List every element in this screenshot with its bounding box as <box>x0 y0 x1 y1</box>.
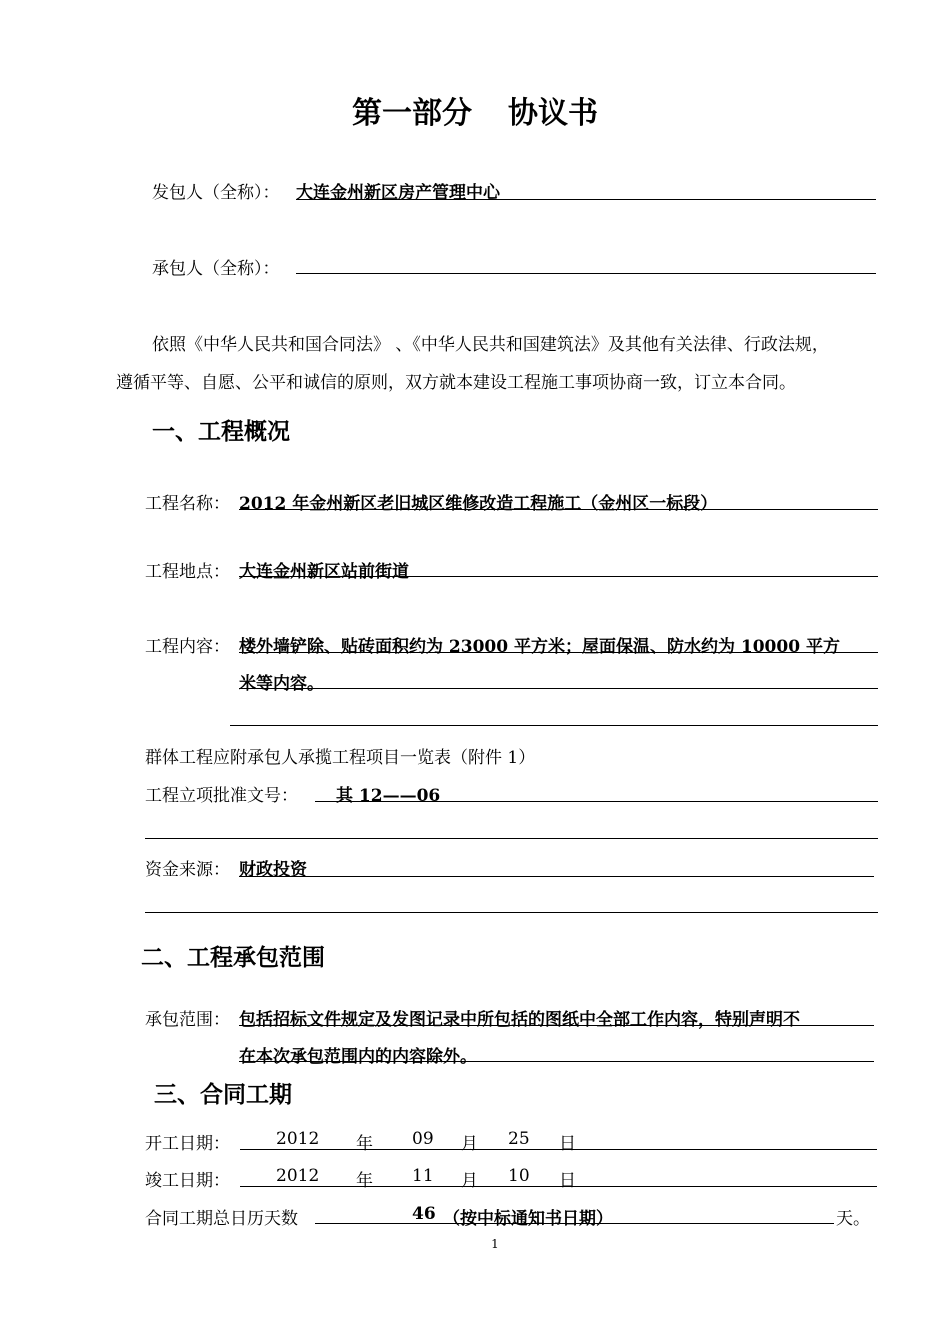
project-location-label: 工程地点： <box>145 562 230 582</box>
end-day: 10 <box>508 1166 530 1186</box>
total-days-value: 46 <box>412 1204 436 1224</box>
end-date-label: 竣工日期： <box>145 1171 230 1191</box>
page-title <box>0 88 950 132</box>
scope-line2: 在本次承包范围内的内容除外。 <box>239 1047 477 1067</box>
employer-underline <box>296 199 876 200</box>
scope-underline-2 <box>239 1061 874 1062</box>
start-date-label: 开工日期： <box>145 1134 230 1154</box>
contractor-underline <box>296 273 876 274</box>
total-days-label: 合同工期总日历天数 <box>145 1209 298 1229</box>
approval-label: 工程立项批准文号： <box>145 786 298 806</box>
start-month: 09 <box>412 1129 434 1149</box>
end-year-unit: 年 <box>356 1171 373 1191</box>
approval-underline <box>315 801 878 802</box>
project-location-underline <box>239 576 878 577</box>
start-year: 2012 <box>276 1129 320 1149</box>
end-day-unit: 日 <box>559 1171 576 1191</box>
funding-blank-line <box>145 912 878 913</box>
funding-label: 资金来源： <box>145 860 230 880</box>
start-year-unit: 年 <box>356 1134 373 1154</box>
title-part: 第一部分 <box>352 96 472 131</box>
funding-value: 财政投资 <box>239 860 307 880</box>
total-days-unit: 天。 <box>836 1209 870 1229</box>
project-content-underline-2 <box>239 688 878 689</box>
scope-underline-1 <box>239 1025 874 1026</box>
approval-blank-line <box>145 838 878 839</box>
scope-label: 承包范围： <box>145 1010 230 1030</box>
total-days-underline <box>315 1223 834 1224</box>
preamble-line2: 遵循平等、自愿、公平和诚信的原则，双方就本建设工程施工事项协商一致，订立本合同。 <box>116 373 796 393</box>
employer-label: 发包人（全称）： <box>152 183 280 203</box>
page-number: 1 <box>491 1237 499 1251</box>
section2-heading: 二、工程承包范围 <box>141 945 325 971</box>
group-note: 群体工程应附承包人承揽工程项目一览表（附件 1） <box>145 748 536 768</box>
start-date-underline <box>240 1149 877 1150</box>
end-month-unit: 月 <box>461 1171 478 1191</box>
preamble-line1: 依照《中华人民共和国合同法》 、《中华人民共和国建筑法》及其他有关法律、行政法规， <box>152 335 829 355</box>
start-month-unit: 月 <box>461 1134 478 1154</box>
funding-underline <box>239 876 874 877</box>
project-content-underline-3 <box>230 725 878 726</box>
title-name: 协议书 <box>508 96 598 131</box>
section1-heading: 一、工程概况 <box>152 419 290 445</box>
approval-value: 其 12——06 <box>336 786 441 806</box>
total-days-note: （按中标通知书日期） <box>443 1209 613 1229</box>
project-content-line1: 楼外墙铲除、贴砖面积约为 23000 平方米；屋面保温、防水约为 10000 平方 <box>239 637 840 657</box>
contractor-label: 承包人（全称）： <box>152 259 280 279</box>
end-month: 11 <box>412 1166 434 1186</box>
project-name-value: 2012 年金州新区老旧城区维修改造工程施工（金州区一标段） <box>239 494 718 514</box>
end-date-underline <box>240 1186 877 1187</box>
project-location-value: 大连金州新区站前街道 <box>239 562 409 582</box>
start-day-unit: 日 <box>559 1134 576 1154</box>
employer-value: 大连金州新区房产管理中心 <box>296 183 500 203</box>
project-name-label: 工程名称： <box>145 494 230 514</box>
start-day: 25 <box>508 1129 530 1149</box>
section3-heading: 三、合同工期 <box>154 1082 292 1108</box>
project-name-underline <box>239 509 878 510</box>
project-content-label: 工程内容： <box>145 637 230 657</box>
end-year: 2012 <box>276 1166 320 1186</box>
project-content-line2: 米等内容。 <box>239 674 324 694</box>
project-content-underline-1 <box>239 652 878 653</box>
scope-line1: 包括招标文件规定及发图记录中所包括的图纸中全部工作内容，特别声明不 <box>239 1010 800 1030</box>
